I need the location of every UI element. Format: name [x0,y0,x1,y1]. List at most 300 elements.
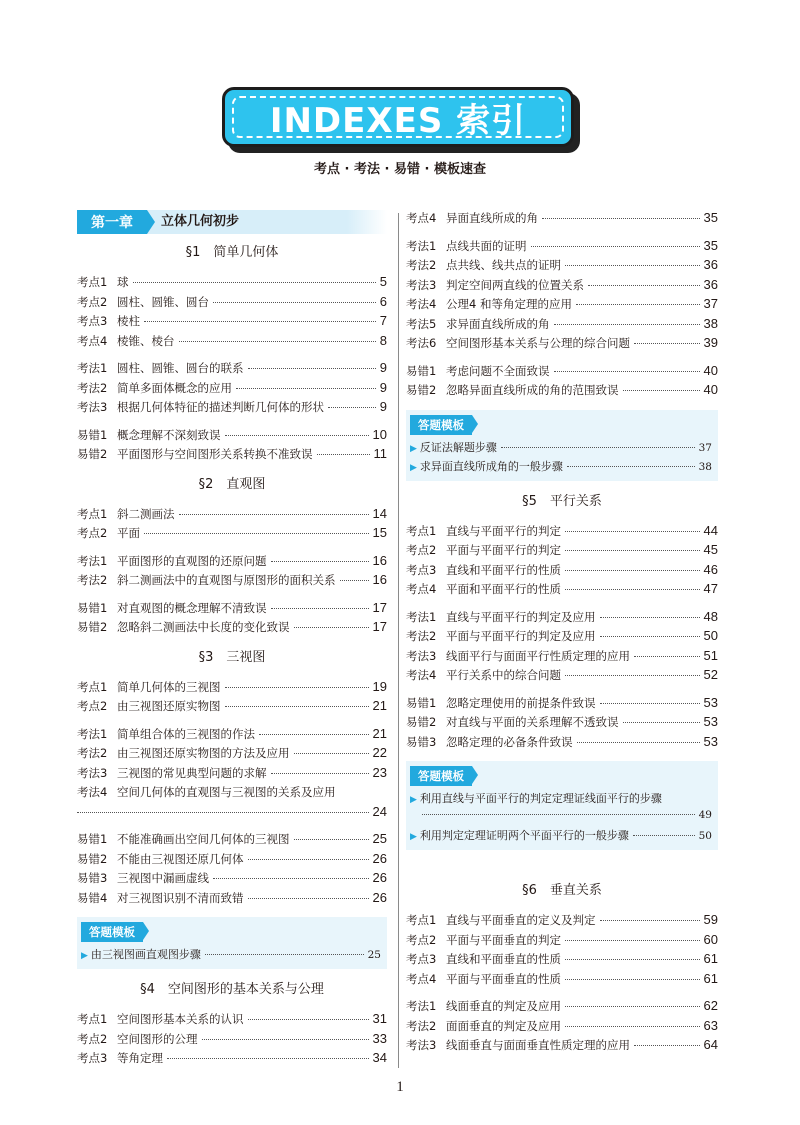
leader-dots [565,531,700,532]
entry-text: 求异面直线所成的角 [446,316,550,331]
entry-text: 公理4 和等角定理的应用 [446,297,572,311]
index-entry[interactable] [406,1037,718,1057]
entry-text: 简单组合体的三视图的作法 [117,726,255,741]
left-column [77,210,387,1078]
entry-text: 空间图形基本关系与公理的综合问题 [446,336,630,350]
leader-dots [623,390,700,391]
entry-page: 5 [379,274,387,289]
index-entry[interactable] [77,698,387,718]
index-entry[interactable] [406,210,718,230]
entry-group [406,998,718,1057]
entry-label: 考点3 [406,952,437,966]
entry-page: 14 [372,505,387,521]
chapter-tag: 第一章 [77,210,147,234]
entry-text: 空间图形基本关系的认识 [117,1012,244,1026]
entry-label: 考点2 [77,1031,108,1046]
entry-page: 44 [703,522,718,538]
entry-label: 易错1 [77,600,108,615]
leader-dots [236,388,376,389]
triangle-bullet-icon: ▶ [410,462,417,473]
index-entry[interactable] [406,648,718,668]
entry-text: 直线和平面垂直的性质 [446,952,561,966]
entry-group [406,210,718,230]
section-title: §1 简单几何体 [185,245,279,260]
index-entry[interactable] [77,572,387,592]
entry-page: 26 [372,889,387,905]
entry-text: 忽略异面直线所成的角的范围致误 [446,383,619,397]
entry-label: 考法1 [406,609,437,624]
entry-label: 易错3 [406,734,437,749]
index-entry[interactable] [77,600,387,620]
entry-label: 考法1 [406,238,437,253]
index-entry[interactable] [77,360,387,380]
entry-label: 考点1 [406,523,437,538]
index-entry[interactable] [406,581,718,601]
entry-page: 8 [379,332,387,348]
section-title: §5 平行关系 [522,493,602,509]
answer-template-tag: 答题模板 [410,415,472,435]
triangle-bullet-icon: ▶ [410,795,417,805]
entry-page: 7 [379,313,387,328]
entry-label: 考点4 [406,211,437,225]
answer-template-tag: 答题模板 [410,766,472,786]
template-page: 49 [698,809,712,821]
index-entry[interactable] [77,274,387,294]
banner-dashed-border [232,96,564,141]
entry-text: 简单几何体的三视图 [117,679,221,694]
entry-page: 36 [703,276,718,292]
entry-label: 考点1 [77,275,108,289]
entry-page: 46 [703,561,718,577]
leader-dots [317,454,370,455]
leader-dots [588,285,700,286]
entry-line [410,790,712,809]
entry-page: 9 [379,379,387,395]
index-entry[interactable] [406,998,718,1018]
index-entry[interactable] [406,714,718,734]
entry-label: 考点1 [77,506,108,521]
entry-text: 简单多面体概念的应用 [117,380,232,395]
leader-dots [565,589,700,590]
entry-text: 线面垂直与面面垂直性质定理的应用 [446,1038,630,1052]
leader-dots [565,265,700,266]
chapter-title: 立体几何初步 [161,214,240,229]
leader-dots [600,617,700,618]
index-entry[interactable] [406,628,718,648]
entry-line [77,804,387,824]
entry-text: 斜二测画法 [117,506,175,521]
template-page: 37 [698,441,712,454]
leader-dots [179,514,369,515]
entry-page: 23 [372,764,387,780]
index-entry[interactable] [406,238,718,258]
leader-dots [565,1026,700,1027]
leader-dots [248,859,369,860]
index-entry[interactable] [77,506,387,526]
entry-text: 对三视图识别不清而致错 [117,890,244,905]
leader-dots [600,920,700,921]
leader-dots [623,722,700,723]
entry-label: 考点1 [406,913,437,927]
index-entry[interactable] [406,1018,718,1038]
index-entry[interactable] [77,765,387,785]
entry-page: 62 [703,998,718,1013]
entry-label: 考法1 [77,361,108,375]
entry-page: 60 [703,931,718,947]
index-entry[interactable] [406,382,718,402]
leader-dots [634,1045,700,1046]
entry-page: 63 [703,1017,718,1033]
entry-label: 考点4 [77,333,108,348]
page-subtitle: 考点 · 考法 · 易错 · 模板速查 [314,162,486,177]
leader-dots [167,1058,369,1059]
entry-page: 59 [703,912,718,927]
leader-dots [634,343,700,344]
index-entry[interactable] [77,851,387,871]
leader-dots [328,407,376,408]
leader-dots [634,656,700,657]
entry-page: 21 [372,725,387,741]
entry-page: 24 [372,803,387,819]
leader-dots [271,773,369,774]
entry-page: 50 [703,628,718,643]
entry-page: 17 [372,599,387,615]
entry-label: 易错2 [77,620,108,634]
entry-label: 考法6 [406,336,437,350]
entry-text: 平面 [117,526,140,540]
leader-dots [144,533,369,534]
entry-label: 考法3 [77,400,108,414]
entry-label: 易错2 [77,851,108,866]
index-entry[interactable] [77,1011,387,1031]
entry-text: 面面垂直的判定及应用 [446,1018,561,1033]
entry-label: 考法2 [406,258,437,272]
chapter-fade [347,210,387,234]
template-entry[interactable] [410,458,712,477]
entry-page: 61 [703,951,718,966]
entry-text: 三视图中漏画虚线 [117,871,209,885]
entry-label: 易错1 [406,695,437,710]
leader-dots [225,435,369,436]
entry-label: 考法4 [406,668,437,682]
entry-label: 易错3 [77,871,108,885]
entry-text: 由三视图还原实物图 [117,699,221,713]
index-entry[interactable] [406,296,718,316]
entry-page: 34 [372,1050,387,1065]
entry-page: 39 [703,335,718,350]
entry-line [410,809,712,827]
entry-page: 38 [703,315,718,331]
entry-label: 考点3 [77,314,108,328]
entry-label: 考点3 [406,562,437,577]
index-entry[interactable] [406,335,718,355]
entry-page: 48 [703,608,718,624]
triangle-bullet-icon: ▶ [81,951,88,961]
index-entry[interactable] [77,313,387,333]
entry-page: 21 [372,698,387,713]
right-column [406,210,718,1065]
leader-dots [248,1019,369,1020]
leader-dots [340,580,369,581]
leader-dots [554,371,700,372]
leader-dots [259,734,369,735]
index-entry[interactable] [406,695,718,715]
entry-label: 易错2 [77,447,108,461]
entry-page: 53 [703,714,718,729]
leader-dots [501,447,695,448]
leader-dots [225,687,369,688]
index-entry[interactable] [406,523,718,543]
entry-label: 考点2 [77,526,108,540]
template-text: 反证法解题步骤 [419,440,497,454]
entry-page: 52 [703,667,718,682]
entry-group [406,238,718,355]
leader-dots [600,636,700,637]
entry-text: 棱柱 [117,314,140,328]
entry-label: 考法4 [406,297,437,311]
entry-page: 10 [372,426,387,442]
leader-dots [565,1006,700,1007]
index-entry[interactable] [406,363,718,383]
entry-label: 考法3 [406,648,437,663]
entry-page: 17 [372,619,387,634]
entry-page: 15 [372,525,387,540]
entry-group [77,726,387,824]
entry-text: 忽略定理的必备条件致误 [446,734,573,749]
entry-group [77,600,387,639]
entry-text: 平面与平面平行的判定 [446,543,561,557]
leader-dots [213,302,376,303]
index-entry[interactable] [77,333,387,353]
entry-page: 26 [372,870,387,885]
entry-label: 考点2 [406,543,437,557]
template-text: 利用判定定理证明两个平面平行的一般步骤 [419,829,629,842]
section-title: §6 垂直关系 [522,883,602,898]
index-banner [222,87,574,147]
entry-group [77,831,387,909]
column-divider [398,213,399,1068]
entry-line [77,784,387,804]
entry-text: 根据几何体特征的描述判断几何体的形状 [117,400,324,414]
index-entry[interactable] [77,870,387,890]
entry-text: 圆柱、圆锥、圆台的联系 [117,361,244,375]
entry-group [77,360,387,419]
entry-group [77,679,387,718]
index-entry[interactable] [77,380,387,400]
entry-label: 易错4 [77,890,108,905]
template-entry[interactable] [81,946,381,965]
entry-label: 考点4 [406,971,437,986]
entry-text: 空间几何体的直观图与三视图的关系及应用 [117,785,336,799]
leader-dots [565,570,700,571]
entry-text: 异面直线所成的角 [446,211,538,225]
index-entry[interactable] [77,1031,387,1051]
leader-dots [133,282,376,283]
entry-page: 26 [372,850,387,866]
entry-label: 考点1 [77,1012,108,1026]
template-text: 利用直线与平面平行的判定定理证线面平行的步骤 [419,792,662,805]
index-entry[interactable] [406,542,718,562]
entry-label: 考法2 [77,573,108,587]
index-entry[interactable] [406,971,718,991]
leader-dots [202,1039,369,1040]
entry-group [77,274,387,352]
leader-dots [565,940,700,941]
entry-page: 53 [703,733,718,749]
template-page: 50 [698,830,712,842]
triangle-bullet-icon: ▶ [410,443,417,454]
entry-label: 考法1 [406,999,437,1013]
entry-page: 40 [703,362,718,378]
index-entry[interactable] [77,745,387,765]
leader-dots [565,959,700,960]
leader-dots [294,839,369,840]
template-text: 由三视图画直观图步骤 [90,948,201,961]
entry-text: 圆柱、圆锥、圆台 [117,294,209,309]
leader-dots [77,812,369,813]
answer-template-box [406,761,718,850]
entry-page: 45 [703,542,718,557]
template-entry[interactable] [410,827,712,846]
entry-page: 9 [379,360,387,375]
leader-dots [577,742,700,743]
entry-page: 19 [372,678,387,694]
entry-label: 考点4 [406,582,437,596]
index-entry[interactable] [406,734,718,754]
entry-text: 不能准确画出空间几何体的三视图 [117,832,290,846]
index-entry[interactable] [406,609,718,629]
leader-dots [565,675,700,676]
entry-text: 平面和平面平行的性质 [446,582,561,596]
leader-dots [565,550,700,551]
template-entry[interactable] [410,439,712,458]
entry-text: 点共线、线共点的证明 [446,258,561,272]
entry-label: 考点2 [406,932,437,947]
entry-label: 考法2 [406,629,437,643]
leader-dots [213,878,369,879]
entry-page: 11 [373,446,387,461]
entry-label: 考点2 [77,699,108,713]
leader-dots [179,341,376,342]
index-entry[interactable] [406,912,718,932]
entry-page: 40 [703,382,718,397]
entry-page: 9 [379,399,387,414]
index-entry[interactable] [406,257,718,277]
index-entry[interactable] [77,427,387,447]
entry-text: 棱锥、棱台 [117,333,175,348]
entry-label: 考法3 [406,277,437,292]
answer-template-tag: 答题模板 [81,922,143,942]
entry-text: 对直观图的概念理解不清致误 [117,600,267,615]
entry-label: 考法2 [77,380,108,395]
index-entry[interactable] [77,619,387,639]
template-page: 25 [367,949,381,961]
leader-dots [248,368,376,369]
entry-page: 31 [372,1011,387,1026]
entry-text: 直线与平面平行的判定 [446,523,561,538]
template-entry[interactable] [410,790,712,827]
entry-page: 33 [372,1030,387,1046]
template-text: 求异面直线所成角的一般步骤 [419,459,563,473]
entry-label: 考法1 [77,553,108,568]
index-entry[interactable] [77,294,387,314]
entry-page: 6 [379,293,387,309]
entry-text: 等角定理 [117,1051,163,1065]
index-entry[interactable] [406,932,718,952]
leader-dots [225,706,369,707]
leader-dots [542,218,700,219]
leader-dots [205,954,364,955]
entry-page: 16 [372,552,387,568]
leader-dots [294,753,369,754]
index-entry[interactable] [77,679,387,699]
entry-text: 平面图形的直观图的还原问题 [117,553,267,568]
entry-label: 易错1 [406,363,437,378]
index-entry[interactable] [406,951,718,971]
entry-label: 考法4 [77,785,108,799]
leader-dots [554,324,700,325]
leader-dots [271,561,369,562]
entry-text: 点线共面的证明 [446,238,527,253]
entry-label: 考法3 [406,1038,437,1052]
leader-dots [144,321,376,322]
section-title: §4 空间图形的基本关系与公理 [140,982,324,997]
index-entry[interactable] [406,277,718,297]
triangle-bullet-icon: ▶ [410,832,417,842]
leader-dots [633,835,695,836]
entry-group [77,427,387,466]
entry-label: 易错1 [77,832,108,846]
entry-page: 53 [703,694,718,710]
entry-text: 概念理解不深刻致误 [117,427,221,442]
chapter-header [77,210,387,234]
entry-label: 易错2 [406,383,437,397]
template-page: 38 [698,460,712,473]
entry-page: 25 [372,831,387,846]
index-entry[interactable] [77,831,387,851]
entry-page: 22 [372,745,387,760]
index-entry[interactable] [406,316,718,336]
index-entry[interactable] [406,667,718,687]
entry-page: 35 [703,210,718,225]
entry-label: 易错2 [406,715,437,729]
section-title: §3 三视图 [198,649,266,665]
entry-label: 考点3 [77,1051,108,1065]
entry-page: 47 [703,581,718,596]
index-entry[interactable] [77,784,387,823]
leader-dots [600,703,700,704]
index-entry[interactable] [77,525,387,545]
entry-text: 判定空间两直线的位置关系 [446,277,584,292]
entry-group [406,912,718,990]
entry-text: 由三视图还原实物图的方法及应用 [117,746,290,760]
index-entry[interactable] [77,446,387,466]
leader-dots [271,608,369,609]
index-entry[interactable] [77,553,387,573]
index-entry[interactable] [77,399,387,419]
section-title: §2 直观图 [198,476,266,492]
entry-text: 不能由三视图还原几何体 [117,851,244,866]
index-entry[interactable] [406,562,718,582]
index-entry[interactable] [77,1050,387,1070]
index-entry[interactable] [77,726,387,746]
leader-dots [565,979,700,980]
entry-text: 平面图形与空间图形关系转换不准致误 [117,447,313,461]
entry-text: 线面垂直的判定及应用 [446,999,561,1013]
answer-template-box [406,410,718,481]
leader-dots [248,898,369,899]
index-entry[interactable] [77,890,387,910]
